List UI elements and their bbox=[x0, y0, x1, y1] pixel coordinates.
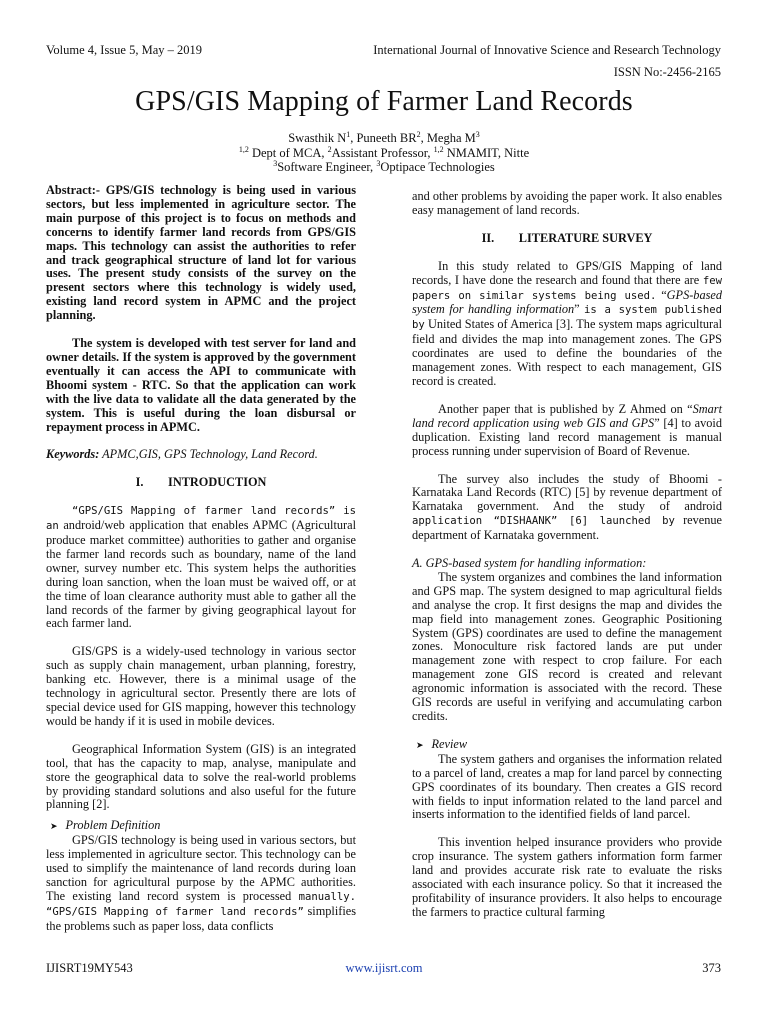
author-names: Swasthik $N^1$, Puneeth $BR^2$, Megha $M^3$ bbox=[288, 129, 480, 145]
intro-paragraph-1: “GPS/GIS Mapping of farmer land records” is an android/web application that enables APMC (Agricultural produce market committee) authorities to gather and organise the farmer land records such as boundary, name of the land owner, survey number etc. This system helps the authorities during loan sanction, when the loan must be waived off, or at the time of loan clearance authority must able to gather all the land records of the farmer by giving geographical layout for each farmer land. bbox=[46, 505, 356, 631]
subsection-a-paragraph: The system organizes and combines the land information and GPS map. The system designed to map agricultural fields and analyse the crop. It first designs the map and divides the map field into management zones. Geographic Positioning System (GPS) coordinates are used to define the management zones. Monoculture risk factored lands are put under management zone with respect to crop failure. For each management zone GIS record is created and relevant agronomic information is associated with the record. These GIS records are useful in verifying and accumulating carbon credits. bbox=[412, 569, 722, 723]
left-column bbox=[46, 184, 356, 934]
author-affiliations-1: $^{1,2}$ Dept of MCA, $^2$Assistant Professor, $^{1,2}$ NMAMIT, Nitte bbox=[238, 144, 530, 160]
review-paragraph-2: This invention helped insurance providers who provide crop insurance. The system gathers information form farmer land and provides accurate risk rate to evaluate the risks associated with each insurance policy. So that it increased the profitability of insurance providers. It also helps to encourage the farmers to practice cultural farming bbox=[412, 835, 722, 919]
subsection-a-heading: A. GPS-based system for handling information: bbox=[412, 556, 647, 571]
literature-paragraph-3: The survey also includes the study of Bhoomi - Karnataka Land Records (RTC) [5] by revenue department of Karnataka government. And the study of android application “DISHAANK” [6] launched by revenue department of Karnataka government. bbox=[412, 471, 722, 543]
footer-page-number: 373 bbox=[702, 961, 721, 975]
review-paragraph-1: The system gathers and organises the information related to a parcel of land, creates a map for land parcel by connecting GPS coordinates of its boundary. Then creates a GIS record with fields to input information related to the land parcel and inserts information to the identified fields of land parcel. bbox=[412, 751, 722, 822]
author-block bbox=[0, 131, 768, 175]
continued-paragraph: and other problems by avoiding the paper work. It also enables easy management of land records. bbox=[412, 189, 722, 217]
header-volume: Volume 4, Issue 5, May – 2019 bbox=[46, 43, 203, 57]
right-column bbox=[412, 190, 722, 920]
arrow-bullet-icon: ➤ bbox=[50, 821, 58, 832]
footer-paper-id: IJISRT19MY543 bbox=[46, 961, 133, 975]
subheading-review: ➤ Review bbox=[416, 736, 468, 751]
section-heading-introduction: I. INTRODUCTION bbox=[135, 475, 267, 490]
section-heading-literature-survey: II. LITERATURE SURVEY bbox=[481, 230, 653, 245]
abstract-paragraph-2: The system is developed with test server for land and owner details. If the system is approved by the government eventually it can access the API to communicate with Bhoomi system - RTC. So that the application can work with the live data to validate all the data generated by the system. This is useful during the loan disbursal or repayment process in APMC. bbox=[46, 336, 356, 434]
header-journal: International Journal of Innovative Science and Research Technology bbox=[373, 43, 721, 57]
subheading-problem-definition: ➤ Problem Definition bbox=[50, 818, 161, 833]
intro-paragraph-2: GIS/GPS is a widely-used technology in various sector such as supply chain management, urban planning, forestry, banking etc. However, there is a minimal usage of the technology in agricultural sector. Presently there are lots of special device used for GIS mapping, however this technology would be handy if it is used in mobile devices. bbox=[46, 644, 356, 728]
footer-website-link[interactable]: www.ijisrt.com bbox=[345, 961, 423, 975]
intro-paragraph-3: Geographical Information System (GIS) is an integrated tool, that has the capacity to map, analyse, manipulate and store the geographical data to solve the real-world problems by providing standard solutions and also useful for the future planning [2]. bbox=[46, 741, 356, 812]
problem-paragraph: GPS/GIS technology is being used in various sectors, but less implemented in agriculture sector. This technology can be used to simplify the maintenance of land records during loan sanction for agricultural purpose by the APMC authorities. The existing land record system is processed manually. “GPS/GIS Mapping of farmer land records” simplifies the problems such as paper loss, data conflicts bbox=[46, 833, 357, 933]
literature-paragraph-1: In this study related to GPS/GIS Mapping of land records, I have done the research and found that there are few papers on similar systems being used. “GPS-based system for handling information” is a system published by United States of America [3]. The system maps agricultural field and divides the map into management zones. The GPS coordinates are used to define the boundaries of the management zones. With respect to each management, GIS record is created. bbox=[412, 258, 722, 388]
header-issn: ISSN No:-2456-2165 bbox=[613, 65, 721, 79]
abstract-paragraph-1: Abstract:- GPS/GIS technology is being used in various sectors, but less implemented in agriculture sector. The main purpose of this project is to focus on methods and concerns to identify farmer land records from GPS/GIS maps. This technology can assist the authorities to refer and track geographical structure of land lot for various uses. The present study consists of the survey on the present sectors where this technology is widely used, existing land record system in APMC and the project planning. bbox=[46, 183, 356, 323]
paper-title: GPS/GIS Mapping of Farmer Land Records bbox=[135, 86, 633, 117]
literature-paragraph-2: Another paper that is published by Z Ahmed on “Smart land record application using web GIS and GPS” [4] to avoid duplication. Existing land record management is manual process running under supervision of Board of Revenue. bbox=[412, 401, 722, 458]
arrow-bullet-icon: ➤ bbox=[416, 739, 424, 750]
keywords: Keywords: APMC,GIS, GPS Technology, Land Record. bbox=[46, 447, 318, 462]
author-affiliations-2: $^3$Software Engineer, $^3$Optipace Technologies bbox=[273, 158, 495, 174]
